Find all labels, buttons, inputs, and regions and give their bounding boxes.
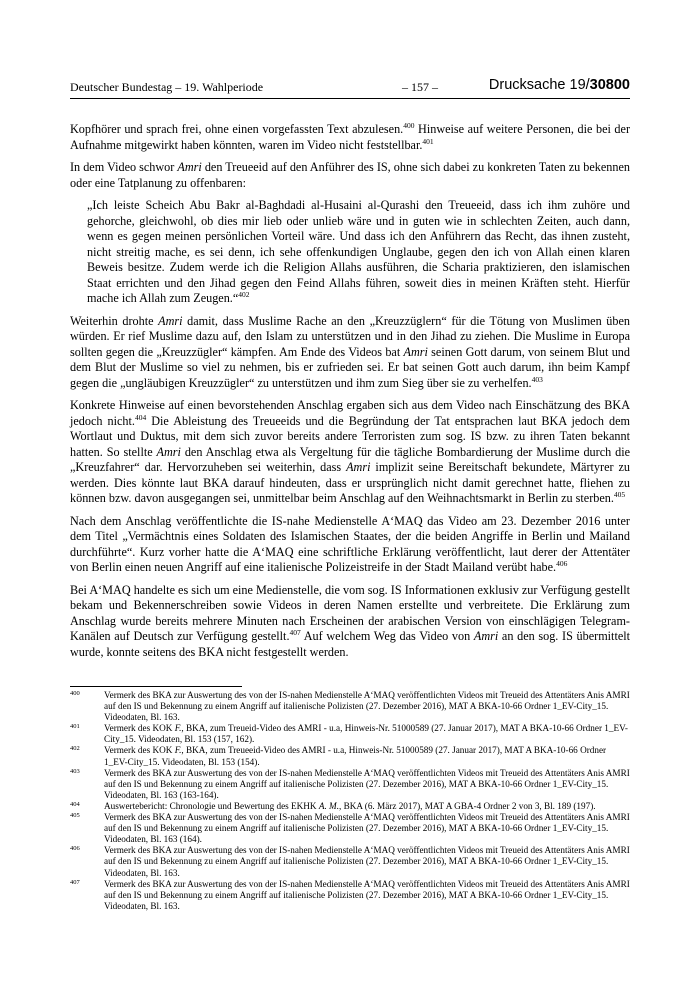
paragraph: In dem Video schwor Amri den Treueeid auf den Anführer des IS, ohne sich dabei zu konkreten Taten zu bekennen oder eine Tatplanung zu offenbaren: xyxy=(70,160,631,190)
footnote-text: Vermerk des BKA zur Auswertung des von der IS-nahen Medienstelle A‘MAQ veröffentlichten Videos mit Treueid des Attentäters Anis AMRI auf den IS und Bekennung zu einem Angriff auf italienische Polizisten (27. Dezember 2016), MAT A BKA-10-66 Ordner 1_EV-City_15. Videodaten, Bl. 163. xyxy=(104,878,630,911)
footnote xyxy=(70,879,630,912)
footnote xyxy=(70,723,630,745)
footnote-number: 403 xyxy=(70,767,80,775)
footnote xyxy=(70,745,630,767)
footnote-text: Vermerk des BKA zur Auswertung des von der IS-nahen Medienstelle A‘MAQ veröffentlichten Videos mit Treueid des Attentäters Anis AMRI auf den IS und Bekennung zu einem Angriff auf italienische Polizisten (27. Dezember 2016), MAT A BKA-10-66 Ordner 1_EV-City_15. Videodaten, Bl. 163. xyxy=(104,690,630,723)
footnote xyxy=(70,845,630,878)
body-text xyxy=(70,122,630,667)
paragraph: Weiterhin drohte Amri damit, dass Muslime Rache an den „Kreuzzüglern“ für die Tötung von Muslimen üben würden. Er rief Muslime dazu auf, den Islam zu unterstützen und in den Jihad zu ziehen. Die Muslime in Europa sollten gegen die „Kreuzzügler“ kämpfen. Am Ende des Videos bat Amri seinen Gott darum, von seinem Blut und dem Blut der Muslime so viel zu nehmen, bis er zufrieden sei. Er bat seinen Gott auch darum, ihn beim Kampf gegen die „ungläubigen Kreuzzügler“ zu unterstützen und ihm zum Sieg über sie zu verhelfen.$^{403}$ xyxy=(70,313,630,390)
footnote xyxy=(70,768,630,801)
footnote-number: 400 xyxy=(70,690,80,697)
document-number-bold: 30800 xyxy=(589,77,630,93)
footnote-number: 407 xyxy=(70,878,80,886)
page-number: – 157 – xyxy=(402,80,438,94)
page-header xyxy=(70,78,630,99)
document-number xyxy=(489,77,630,93)
footnote-number: 405 xyxy=(70,812,80,820)
footnote-number: 406 xyxy=(70,845,80,853)
footnote-number: 402 xyxy=(70,745,80,753)
footnote-text: Auswertebericht: Chronologie und Bewertung des EKHK A. M., BKA (6. März 2017), MAT A GBA-4 Ordner 2 von 3, Bl. 189 (197). xyxy=(104,800,596,811)
footnote-number: 404 xyxy=(70,800,80,808)
footnote-separator xyxy=(70,686,242,687)
paragraph: Bei A‘MAQ handelte es sich um eine Medienstelle, die vom sog. IS Informationen exklusiv zur Verfügung gestellt bekam und Bekennerschreiben sowie Videos in deren Namen erstellte und verbreitete. Die Erklärung zum Anschlag wurde bereits mehrere Minuten nach Erscheinen der arabischen Version von einschlägigen Telegram-Kanälen auf Deutsch zur Verfügung gestellt.$^{407}$ Auf welchem Weg das Video von Amri an den sog. IS übermittelt wurde, konnte seitens des BKA nicht festgestellt werden. xyxy=(70,582,631,659)
block-quote: „Ich leiste Scheich Abu Bakr al-Baghdadi al-Husaini al-Qurashi den Treueeid, dass ich ihm zuhöre und gehorche, gleichwohl, ob dies mir lieb oder unlieb wäre und in guten wie in schlechten Zeiten, auch dann, wenn es gegen meinen persönlichen Vorteil wäre. Und dass ich den Anführern das Recht, das ihnen zusteht, nicht streitig mache, es sei denn, ich sehe offenkundigen Unglaube, gegen den ich von Allah einen klaren Beweis besitze. Zudem werde ich die Religion Allahs ausführen, die Scharia praktizieren, den islamischen Staat errichten und den Jihad gegen den Feind Allahs führen, soweit dies in meinen Kräften steht. Hierfür mache ich Allah zum Zeugen.“$^{402}$ xyxy=(87,198,630,305)
footnote xyxy=(70,812,630,845)
footnote xyxy=(70,690,630,723)
footnote-number: 401 xyxy=(70,723,80,731)
paragraph: Nach dem Anschlag veröffentlichte die IS-nahe Medienstelle A‘MAQ das Video am 23. Dezember 2016 unter dem Titel „Vermächtnis eines Soldaten des Islamischen Staates, der die beiden Angriffe in Berlin und Mailand durchführte“. Kurz vorher hatte die A‘MAQ eine schriftliche Erklärung veröffentlicht, laut derer der Attentäter von Berlin einen neuen Angriff auf eine italienische Polizeistreife in der Stadt Mailand verübt habe.$^{406}$ xyxy=(70,513,630,574)
paragraph: Konkrete Hinweise auf einen bevorstehenden Anschlag ergaben sich aus dem Video nach Einschätzung des BKA jedoch nicht.$^{404}$ Die Ableistung des Treueeids und die Begründung der Tat entsprachen laut BKA jedoch dem Wortlaut und Duktus, mit dem sich zuvor bereits andere Terroristen zum sog. IS bzw. zu ihren Taten bekannt hatten. So stellte Amri den Anschlag etwa als Vergeltung für die tägliche Bombardierung der Muslime durch die „Kreuzfahrer“ dar. Hervorzuheben sei weiterhin, dass Amri implizit seine Bereitschaft bekundete, Märtyrer zu werden. Dies könnte laut BKA darauf hindeuten, dass er ursprünglich nicht damit gerechnet hatte, fliehen zu können bzw. davon ausgegangen sei, unmittelbar beim Anschlag auf den Weihnachtsmarkt in Berlin zu sterben.$^{405}$ xyxy=(70,398,631,505)
footnote-text: Vermerk des KOK F., BKA, zum Treueeid-Video des AMRI - u.a, Hinweis-Nr. 51000589 (27. Januar 2017), MAT A BKA-10-66 Ordner 1_EV-City_15. Videodaten, Bl. 153 (154). xyxy=(104,745,607,767)
footnotes xyxy=(70,690,630,912)
footnote-text: Vermerk des BKA zur Auswertung des von der IS-nahen Medienstelle A‘MAQ veröffentlichten Videos mit Treueid des Attentäters Anis AMRI auf den IS und Bekennung zu einem Angriff auf italienische Polizisten (27. Dezember 2016), MAT A BKA-10-66 Ordner 1_EV-City_15. Videodaten, Bl. 163 (163-164). xyxy=(104,767,630,800)
header-parliament: Deutscher Bundestag – 19. Wahlperiode xyxy=(70,80,264,94)
footnote-text: Vermerk des BKA zur Auswertung des von der IS-nahen Medienstelle A‘MAQ veröffentlichten Videos mit Treueid des Attentäters Anis AMRI auf den IS und Bekennung zu einem Angriff auf italienische Polizisten (27. Dezember 2016), MAT A BKA-10-66 Ordner 1_EV-City_15. Videodaten, Bl. 163 (164). xyxy=(104,812,630,845)
footnote-text: Vermerk des KOK F., BKA, zum Treueid-Video des AMRI - u.a, Hinweis-Nr. 51000589 (27. Januar 2017), MAT A BKA-10-66 Ordner 1_EV-City_15. Videodaten, Bl. 153 (157, 162). xyxy=(104,723,628,745)
document-label: Drucksache 19/ xyxy=(488,77,590,93)
paragraph: Kopfhörer und sprach frei, ohne einen vorgefassten Text abzulesen.$^{400}$ Hinweise auf weitere Personen, die bei der Aufnahme mitgewirkt haben könnten, waren im Video nicht feststellbar.$^{401}$ xyxy=(70,120,630,152)
footnote xyxy=(70,801,630,812)
footnote-text: Vermerk des BKA zur Auswertung des von der IS-nahen Medienstelle A‘MAQ veröffentlichten Videos mit Treueid des Attentäters Anis AMRI auf den IS und Bekennung zu einem Angriff auf italienische Polizisten (27. Dezember 2016), MAT A BKA-10-66 Ordner 1_EV-City_15. Videodaten, Bl. 163. xyxy=(104,845,630,878)
